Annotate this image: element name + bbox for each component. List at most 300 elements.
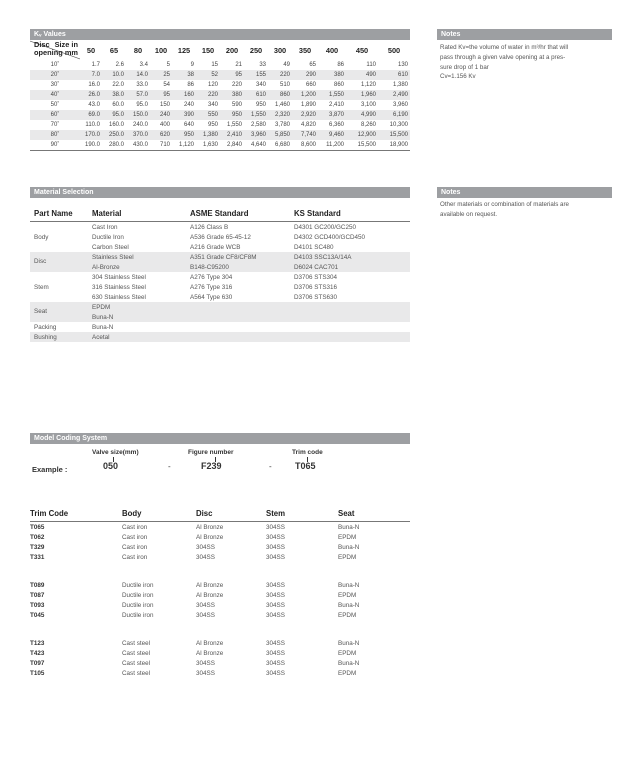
note-line: Other materials or combination of materials are	[440, 201, 569, 208]
kv-value-cell: 8,260	[360, 122, 376, 128]
material-selection-table	[30, 205, 410, 342]
figure-number-label: Figure number	[188, 449, 234, 456]
kv-value-cell: 220	[196, 90, 220, 100]
stem-cell: 304SS	[266, 533, 285, 541]
material-ks-cell: D3706 STS316	[294, 283, 338, 291]
note-line: Cv=1.156 Kv	[440, 73, 476, 81]
kv-value-cell: 26.0	[80, 90, 102, 100]
seat-cell: EPDM	[338, 669, 357, 677]
kv-value-cell: 2,920	[292, 110, 318, 120]
trim-code-cell: T087	[30, 591, 45, 599]
material-ks-cell: D3706 STS304	[294, 273, 338, 281]
kv-value-cell: 950	[255, 102, 266, 108]
kv-row	[30, 80, 410, 90]
kv-value-cell: 610	[244, 90, 268, 100]
material-selection-title-bar: Material Selection	[30, 187, 410, 198]
header-disc: Disc	[196, 505, 266, 522]
kv-value-cell: 54	[163, 82, 170, 88]
disc-cell: 304SS	[196, 611, 215, 619]
kv-value-cell: 3,870	[318, 110, 346, 120]
body-cell: Ductile iron	[122, 601, 154, 609]
kv-value-cell: 110.0	[85, 122, 100, 128]
kv-value-cell: 6,680	[268, 140, 292, 151]
body-cell: Cast steel	[122, 669, 150, 677]
kv-value-cell: 950	[220, 110, 244, 120]
kv-value-cell: 12,900	[346, 130, 378, 140]
body-cell: Ductile iron	[122, 581, 154, 589]
kv-value-cell: 3,960	[244, 130, 268, 140]
kv-value-cell: 610	[378, 70, 410, 80]
kv-value-cell: 95	[150, 90, 172, 100]
kv-value-cell: 9	[190, 62, 194, 68]
trim-code-label: Trim code	[292, 449, 323, 456]
disc-cell: 304SS	[196, 669, 215, 677]
kv-value-cell: 1,460	[274, 102, 290, 108]
kv-value-cell: 400	[159, 122, 170, 128]
trim-code-cell: T423	[30, 649, 45, 657]
header-ks-standard: KS Standard	[290, 205, 410, 222]
kv-row	[30, 110, 410, 120]
kv-value-cell: 16.0	[88, 82, 100, 88]
material-asme-cell	[186, 302, 290, 312]
stem-cell: 304SS	[266, 639, 285, 647]
trim-code-cell: T065	[30, 523, 45, 531]
material-ks-cell	[290, 332, 410, 342]
material-row	[30, 262, 410, 272]
model-coding-title-bar: Model Coding System	[30, 433, 410, 444]
kv-value-cell: 57.0	[126, 90, 150, 100]
kv-size-header: 350	[298, 45, 312, 55]
trim-row	[30, 580, 410, 590]
kv-value-cell: 240	[150, 110, 172, 120]
trim-row	[30, 668, 410, 678]
kv-value-cell: 3,960	[392, 102, 408, 108]
disc-opening-cell: 40˚	[30, 90, 80, 100]
material-asme-cell	[186, 312, 290, 322]
material-asme-cell: A276 Type 304	[190, 273, 233, 281]
header-size-in: Size in	[54, 40, 78, 49]
seat-cell: EPDM	[338, 611, 357, 619]
trim-row	[30, 532, 410, 542]
disc-opening-cell: 70˚	[50, 122, 60, 128]
header-stem: Stem	[266, 505, 338, 522]
kv-value-cell: 4,640	[244, 140, 268, 151]
kv-value-cell: 86	[337, 62, 344, 68]
kv-value-cell: 250.0	[102, 130, 126, 140]
kv-value-cell: 38	[172, 70, 196, 80]
kv-row	[30, 90, 410, 100]
material-part-cell	[30, 272, 88, 282]
valve-size-value: 050	[103, 461, 119, 471]
trim-code-cell: T329	[30, 543, 45, 551]
material-row	[30, 282, 410, 292]
kv-notes	[440, 43, 612, 82]
disc-opening-cell: 90˚	[30, 140, 80, 151]
kv-value-cell: 2,490	[378, 90, 410, 100]
material-ks-cell: D4103 SSC13A/14A	[290, 252, 410, 262]
trim-row	[30, 590, 410, 600]
material-row	[30, 272, 410, 282]
disc-cell: 304SS	[196, 553, 215, 561]
material-asme-cell	[186, 322, 290, 332]
stem-cell: 304SS	[266, 553, 285, 561]
example-label: Example :	[32, 465, 68, 474]
kv-size-header: 150	[201, 45, 215, 55]
figure-number-value: F239	[201, 461, 222, 471]
kv-value-cell: 380	[220, 90, 244, 100]
notes-title-bar: Notes	[437, 29, 612, 40]
kv-value-cell: 860	[268, 90, 292, 100]
seat-cell: Buna-N	[338, 523, 360, 531]
kv-size-header: 80	[133, 45, 143, 55]
kv-value-cell: 390	[172, 110, 196, 120]
kv-size-header: 200	[225, 45, 239, 55]
kv-row	[30, 120, 410, 130]
kv-value-cell: 2,580	[250, 122, 266, 128]
kv-value-cell: 190.0	[80, 140, 102, 151]
kv-value-cell: 340	[207, 102, 218, 108]
material-asme-cell: B148-C95200	[186, 262, 290, 272]
dash-separator: -	[269, 462, 272, 471]
kv-value-cell: 4,990	[346, 110, 378, 120]
material-asme-cell: A351 Grade CF8/CF8M	[186, 252, 290, 262]
material-ks-cell	[290, 302, 410, 312]
material-material-cell: 304 Stainless Steel	[92, 273, 146, 281]
kv-size-header: 50	[86, 45, 96, 55]
seat-cell: Buna-N	[338, 543, 360, 551]
kv-value-cell: 950	[172, 130, 196, 140]
kv-value-cell: 3,780	[274, 122, 290, 128]
stem-cell: 304SS	[266, 669, 285, 677]
kv-value-cell: 2,840	[220, 140, 244, 151]
seat-cell: Buna-N	[338, 639, 360, 647]
kv-value-cell: 2,410	[328, 102, 344, 108]
kv-value-cell: 15	[211, 62, 218, 68]
header-body: Body	[122, 505, 196, 522]
dash-separator: -	[168, 462, 171, 471]
body-cell: Cast iron	[122, 533, 148, 541]
stem-cell: 304SS	[266, 659, 285, 667]
kv-value-cell: 1,960	[346, 90, 378, 100]
kv-value-cell: 95.0	[102, 110, 126, 120]
kv-value-cell: 1,380	[392, 82, 408, 88]
stem-cell: 304SS	[266, 601, 285, 609]
material-ks-cell: D4301 GC200/GC250	[294, 223, 356, 231]
kv-value-cell: 620	[150, 130, 172, 140]
material-row	[30, 312, 410, 322]
kv-value-cell: 370.0	[126, 130, 150, 140]
kv-size-header: 65	[109, 45, 119, 55]
material-row	[30, 332, 410, 342]
stem-cell: 304SS	[266, 649, 285, 657]
kv-value-cell: 950	[207, 122, 218, 128]
kv-value-cell: 1,380	[196, 130, 220, 140]
trim-row	[30, 600, 410, 610]
stem-cell: 304SS	[266, 543, 285, 551]
material-part-cell	[30, 292, 88, 302]
kv-value-cell: 33.0	[136, 82, 148, 88]
material-material-cell: 630 Stainless Steel	[92, 293, 146, 301]
seat-cell: Buna-N	[338, 601, 360, 609]
material-part-cell: Stem	[34, 283, 49, 291]
material-notes	[440, 200, 612, 220]
material-part-cell: Bushing	[30, 332, 88, 342]
kv-row	[30, 60, 410, 70]
header-asme-standard: ASME Standard	[186, 205, 290, 222]
disc-opening-cell: 60˚	[30, 110, 80, 120]
kv-value-cell: 150.0	[126, 110, 150, 120]
note-line: available on request.	[440, 210, 498, 218]
trim-row	[30, 522, 410, 533]
material-material-cell: Buna-N	[88, 312, 186, 322]
kv-value-cell: 60.0	[112, 102, 124, 108]
seat-cell: Buna-N	[338, 581, 360, 589]
seat-cell: EPDM	[338, 649, 357, 657]
material-ks-cell	[290, 312, 410, 322]
kv-value-cell: 155	[244, 70, 268, 80]
kv-value-cell: 69.0	[80, 110, 102, 120]
header-mm: mm	[64, 48, 78, 57]
disc-opening-cell: 10˚	[50, 62, 60, 68]
group-spacer	[30, 562, 410, 580]
material-part-cell	[30, 222, 88, 233]
header-material: Material	[88, 205, 186, 222]
material-row	[30, 222, 410, 233]
kv-value-cell: 1.7	[91, 62, 100, 68]
material-material-cell: Ductile Iron	[92, 233, 124, 241]
header-opening: opening	[34, 48, 63, 57]
trim-code-cell: T105	[30, 669, 45, 677]
kv-value-cell: 860	[333, 82, 344, 88]
kv-value-cell: 640	[183, 122, 194, 128]
material-row	[30, 242, 410, 252]
disc-cell: Al Bronze	[196, 581, 224, 589]
material-ks-cell: D6024 CAC701	[290, 262, 410, 272]
body-cell: Cast steel	[122, 639, 150, 647]
kv-value-cell: 9,460	[318, 130, 346, 140]
trim-row	[30, 542, 410, 552]
disc-cell: Al Bronze	[196, 649, 224, 657]
disc-cell: Al Bronze	[196, 533, 224, 541]
header-seat: Seat	[338, 505, 410, 522]
kv-value-cell: 3,100	[360, 102, 376, 108]
disc-opening-cell: 20˚	[30, 70, 80, 80]
stem-cell: 304SS	[266, 581, 285, 589]
material-material-cell: Cast Iron	[92, 223, 118, 231]
material-material-cell: Acetal	[88, 332, 186, 342]
trim-code-cell: T331	[30, 553, 45, 561]
material-material-cell: 316 Stainless Steel	[92, 283, 146, 291]
kv-value-cell: 240.0	[132, 122, 148, 128]
header-trim-code: Trim Code	[30, 505, 122, 522]
kv-value-cell: 490	[346, 70, 378, 80]
kv-corner-header	[30, 40, 80, 60]
kv-value-cell: 240	[183, 102, 194, 108]
trim-row	[30, 552, 410, 562]
kv-value-cell: 95	[220, 70, 244, 80]
kv-value-cell: 1,550	[244, 110, 268, 120]
notes-title-bar-2: Notes	[437, 187, 612, 198]
kv-value-cell: 21	[235, 62, 242, 68]
material-ks-cell: D4101 SC480	[294, 243, 334, 251]
stem-cell: 304SS	[266, 591, 285, 599]
stem-cell: 304SS	[266, 611, 285, 619]
kv-value-cell: 660	[305, 82, 316, 88]
kv-size-header: 500	[387, 45, 401, 55]
kv-value-cell: 110	[366, 62, 376, 68]
kv-row	[30, 130, 410, 140]
trim-code-cell: T089	[30, 581, 45, 589]
kv-size-header: 100	[154, 45, 168, 55]
kv-value-cell: 65	[309, 62, 316, 68]
kv-value-cell: 52	[196, 70, 220, 80]
kv-row	[30, 140, 410, 151]
body-cell: Cast steel	[122, 659, 150, 667]
kv-value-cell: 290	[292, 70, 318, 80]
kv-value-cell: 150	[159, 102, 170, 108]
kv-value-cell: 120	[207, 82, 218, 88]
kv-value-cell: 1,630	[196, 140, 220, 151]
kv-value-cell: 49	[283, 62, 290, 68]
kv-value-cell: 220	[231, 82, 242, 88]
body-cell: Cast iron	[122, 553, 148, 561]
material-material-cell: Carbon Steel	[92, 243, 129, 251]
trim-row	[30, 610, 410, 620]
kv-value-cell: 43.0	[88, 102, 100, 108]
kv-value-cell: 7.0	[80, 70, 102, 80]
body-cell: Cast iron	[122, 543, 148, 551]
kv-value-cell: 25	[150, 70, 172, 80]
material-row	[30, 292, 410, 302]
kv-value-cell: 1,120	[360, 82, 376, 88]
kv-value-cell: 10,300	[389, 122, 408, 128]
kv-value-cell: 7,740	[292, 130, 318, 140]
body-cell: Ductile iron	[122, 591, 154, 599]
kv-values-table	[30, 40, 410, 151]
material-row	[30, 232, 410, 242]
kv-value-cell: 160.0	[108, 122, 124, 128]
kv-value-cell: 2,320	[268, 110, 292, 120]
kv-row	[30, 70, 410, 80]
material-row	[30, 302, 410, 312]
disc-cell: 304SS	[196, 601, 215, 609]
kv-value-cell: 130	[397, 62, 408, 68]
seat-cell: EPDM	[338, 591, 357, 599]
disc-cell: Al Bronze	[196, 639, 224, 647]
material-part-cell: Packing	[34, 323, 57, 331]
material-material-cell: EPDM	[88, 302, 186, 312]
kv-value-cell: 18,900	[378, 140, 410, 151]
header-disc: Disc	[34, 40, 50, 49]
kv-value-cell: 10.0	[102, 70, 126, 80]
material-part-cell: Body	[34, 233, 49, 241]
kv-value-cell: 95.0	[136, 102, 148, 108]
material-row	[30, 322, 410, 332]
material-ks-cell	[290, 322, 410, 332]
kv-value-cell: 1,890	[300, 102, 316, 108]
trim-code-value: T065	[295, 461, 316, 471]
kv-value-cell: 5,850	[268, 130, 292, 140]
body-cell: Cast steel	[122, 649, 150, 657]
header-part-name: Part Name	[30, 205, 88, 222]
seat-cell: EPDM	[338, 533, 357, 541]
disc-cell: 304SS	[196, 659, 215, 667]
material-row	[30, 252, 410, 262]
trim-code-cell: T093	[30, 601, 45, 609]
seat-cell: EPDM	[338, 553, 357, 561]
material-asme-cell: A216 Grade WCB	[190, 243, 241, 251]
material-material-cell: Al-Bronze	[88, 262, 186, 272]
seat-cell: Buna-N	[338, 659, 360, 667]
trim-code-cell: T097	[30, 659, 45, 667]
kv-size-header: 450	[355, 45, 369, 55]
kv-value-cell: 380	[318, 70, 346, 80]
kv-value-cell: 15,500	[346, 140, 378, 151]
kv-value-cell: 550	[196, 110, 220, 120]
disc-opening-cell: 50˚	[50, 102, 60, 108]
kv-value-cell: 33	[259, 62, 266, 68]
trim-row	[30, 658, 410, 668]
body-cell: Cast iron	[122, 523, 148, 531]
disc-opening-cell: 80˚	[30, 130, 80, 140]
material-asme-cell: A126 Class B	[190, 223, 229, 231]
kv-value-cell: 2.6	[115, 62, 124, 68]
trim-code-cell: T045	[30, 611, 45, 619]
kv-size-header: 400	[325, 45, 339, 55]
kv-value-cell: 15,500	[378, 130, 410, 140]
kv-row	[30, 100, 410, 110]
kv-value-cell: 1,200	[292, 90, 318, 100]
kv-size-header: 125	[177, 45, 191, 55]
kv-value-cell: 38.0	[102, 90, 126, 100]
kv-value-cell: 11,200	[318, 140, 346, 151]
kv-value-cell: 5	[166, 62, 170, 68]
trim-row	[30, 648, 410, 658]
kv-value-cell: 160	[172, 90, 196, 100]
kv-value-cell: 22.0	[112, 82, 124, 88]
note-line: pass through a given valve opening at a pres-	[440, 53, 566, 61]
kv-value-cell: 510	[279, 82, 290, 88]
kv-value-cell: 6,190	[378, 110, 410, 120]
kv-value-cell: 4,820	[300, 122, 316, 128]
trim-row	[30, 638, 410, 648]
kv-value-cell: 14.0	[126, 70, 150, 80]
material-asme-cell: A564 Type 630	[190, 293, 233, 301]
kv-size-header: 300	[273, 45, 287, 55]
group-spacer	[30, 620, 410, 638]
kv-value-cell: 1,550	[226, 122, 242, 128]
kv-value-cell: 170.0	[80, 130, 102, 140]
body-cell: Ductile iron	[122, 611, 154, 619]
material-material-cell: Buna-N	[92, 323, 114, 331]
disc-cell: Al Bronze	[196, 591, 224, 599]
stem-cell: 304SS	[266, 523, 285, 531]
kv-value-cell: 86	[187, 82, 194, 88]
material-material-cell: Stainless Steel	[88, 252, 186, 262]
kv-value-cell: 430.0	[126, 140, 150, 151]
disc-cell: 304SS	[196, 543, 215, 551]
note-line: sure drop of 1 bar	[440, 63, 489, 71]
kv-value-cell: 2,410	[220, 130, 244, 140]
material-asme-cell: A276 Type 316	[190, 283, 233, 291]
kv-value-cell: 710	[150, 140, 172, 151]
material-asme-cell	[186, 332, 290, 342]
kv-values-title-bar: Kᵥ Values	[30, 29, 410, 40]
kv-value-cell: 220	[268, 70, 292, 80]
kv-value-cell: 8,600	[292, 140, 318, 151]
kv-value-cell: 6,360	[328, 122, 344, 128]
disc-opening-cell: 30˚	[50, 82, 60, 88]
